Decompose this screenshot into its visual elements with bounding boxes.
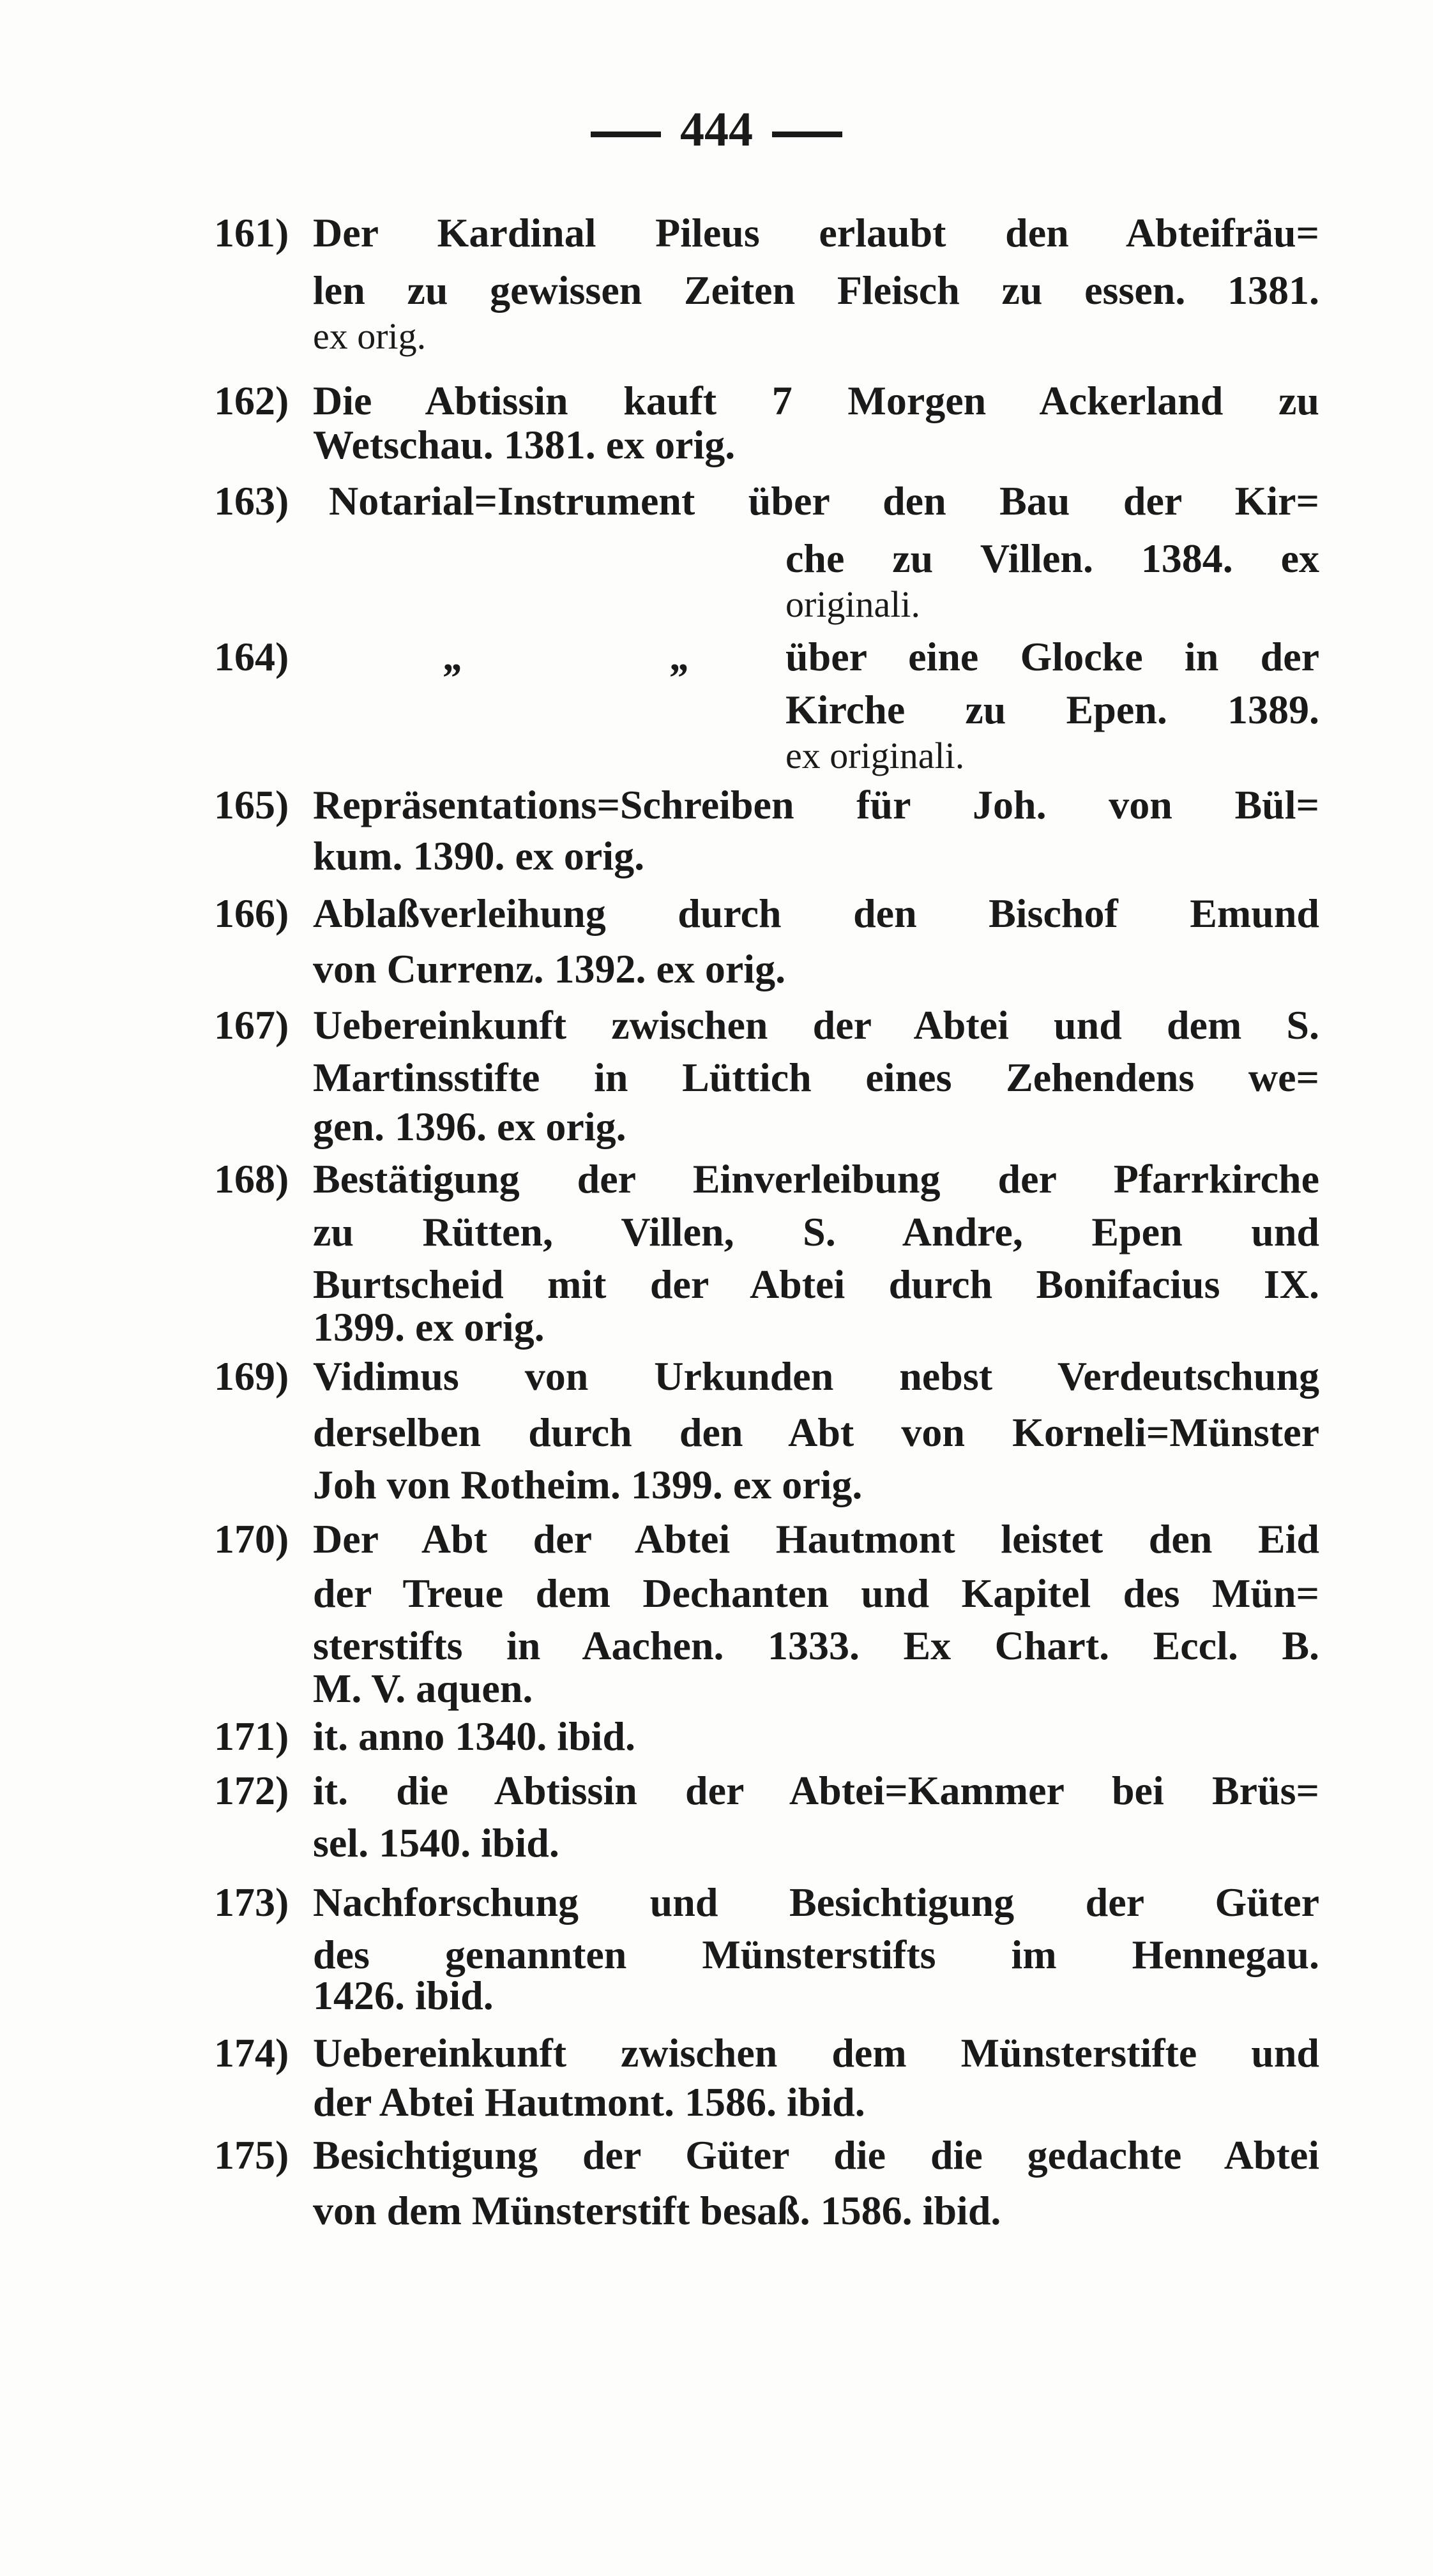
entry-text-line: Nachforschung und Besichtigung der Güter bbox=[313, 1879, 1319, 1925]
page-number: 444 bbox=[680, 103, 753, 156]
entry-text-line: Joh von Rotheim. 1399. ex orig. bbox=[313, 1462, 863, 1507]
entry-number: 166) bbox=[214, 891, 289, 936]
entry-text-line: it. die Abtissin der Abtei=Kammer bei Brüs= bbox=[313, 1768, 1319, 1813]
entry-text-line: Notarial=Instrument über den Bau der Kir= bbox=[329, 478, 1319, 523]
entry-text-line: der Treue dem Dechanten und Kapitel des Mün= bbox=[313, 1570, 1319, 1616]
entry-text-line: it. anno 1340. ibid. bbox=[313, 1714, 636, 1759]
entry-text-line: gen. 1396. ex orig. bbox=[313, 1104, 626, 1149]
entry-number: 174) bbox=[214, 2030, 289, 2075]
entry-text-line: Wetschau. 1381. ex orig. bbox=[313, 422, 736, 467]
entry-text-line: Uebereinkunft zwischen dem Münsterstifte und bbox=[313, 2030, 1319, 2075]
entry-text-line: von dem Münsterstift besaß. 1586. ibid. bbox=[313, 2188, 1001, 2233]
entry-number: 165) bbox=[214, 782, 289, 827]
entry-text-line: Besichtigung der Güter die die gedachte Abtei bbox=[313, 2132, 1319, 2178]
ditto-mark: „ bbox=[671, 634, 691, 679]
entry-number: 163) bbox=[214, 478, 289, 523]
entry-number: 175) bbox=[214, 2132, 289, 2178]
entry-number: 167) bbox=[214, 1002, 289, 1048]
entry-text-line: Ablaßverleihung durch den Bischof Emund bbox=[313, 891, 1319, 936]
entry-text-line: der Abtei Hautmont. 1586. ibid. bbox=[313, 2079, 865, 2125]
entry-text-line: ex originali. bbox=[785, 735, 965, 776]
entry-number: 168) bbox=[214, 1156, 289, 1201]
dash-right bbox=[772, 132, 842, 137]
entry-text-line: Vidimus von Urkunden nebst Verdeutschung bbox=[313, 1353, 1319, 1399]
entry-text-line: Repräsentations=Schreiben für Joh. von Bül= bbox=[313, 782, 1319, 827]
entry-text-line: Der Kardinal Pileus erlaubt den Abteifräu= bbox=[313, 210, 1319, 255]
entry-text-line: Uebereinkunft zwischen der Abtei und dem S. bbox=[313, 1002, 1319, 1048]
entry-text-line: ex orig. bbox=[313, 315, 427, 357]
entry-number: 170) bbox=[214, 1516, 289, 1562]
entry-text-line: des genannten Münsterstifts im Hennegau. bbox=[313, 1932, 1319, 1977]
entry-text-line: Kirche zu Epen. 1389. bbox=[785, 687, 1319, 732]
entry-number: 171) bbox=[214, 1714, 289, 1759]
entry-text-line: M. V. aquen. bbox=[313, 1666, 533, 1711]
entry-text-line: kum. 1390. ex orig. bbox=[313, 833, 645, 878]
dash-left bbox=[591, 132, 661, 137]
entry-number: 173) bbox=[214, 1879, 289, 1925]
entry-text-line: über eine Glocke in der bbox=[785, 634, 1319, 679]
entry-text-line: 1426. ibid. bbox=[313, 1973, 494, 2018]
entry-number: 169) bbox=[214, 1353, 289, 1399]
entry-text-line: originali. bbox=[785, 584, 921, 625]
page-number-header bbox=[0, 102, 1433, 158]
entry-number: 164) bbox=[214, 634, 289, 679]
entry-text-line: Burtscheid mit der Abtei durch Bonifacius IX. bbox=[313, 1262, 1319, 1307]
entry-text-line: Martinsstifte in Lüttich eines Zehendens we= bbox=[313, 1055, 1319, 1100]
entry-number: 161) bbox=[214, 210, 289, 255]
entry-text-line: Der Abt der Abtei Hautmont leistet den Eid bbox=[313, 1516, 1319, 1562]
entry-number: 162) bbox=[214, 378, 289, 423]
entry-text-line: zu Rütten, Villen, S. Andre, Epen und bbox=[313, 1209, 1319, 1254]
entry-text-line: sel. 1540. ibid. bbox=[313, 1820, 559, 1865]
entry-text-line: Die Abtissin kauft 7 Morgen Ackerland zu bbox=[313, 378, 1319, 423]
entry-text-line: len zu gewissen Zeiten Fleisch zu essen. 1381. bbox=[313, 267, 1319, 313]
entry-text-line: sterstifts in Aachen. 1333. Ex Chart. Eccl. B. bbox=[313, 1623, 1319, 1668]
ditto-mark: „ bbox=[444, 634, 464, 679]
entry-number: 172) bbox=[214, 1768, 289, 1813]
entry-text-line: che zu Villen. 1384. ex bbox=[785, 536, 1319, 581]
entry-text-line: von Currenz. 1392. ex orig. bbox=[313, 946, 786, 991]
entry-text-line: 1399. ex orig. bbox=[313, 1304, 545, 1350]
entry-text-line: derselben durch den Abt von Korneli=Münster bbox=[313, 1410, 1319, 1455]
entry-text-line: Bestätigung der Einverleibung der Pfarrkirche bbox=[313, 1156, 1319, 1201]
